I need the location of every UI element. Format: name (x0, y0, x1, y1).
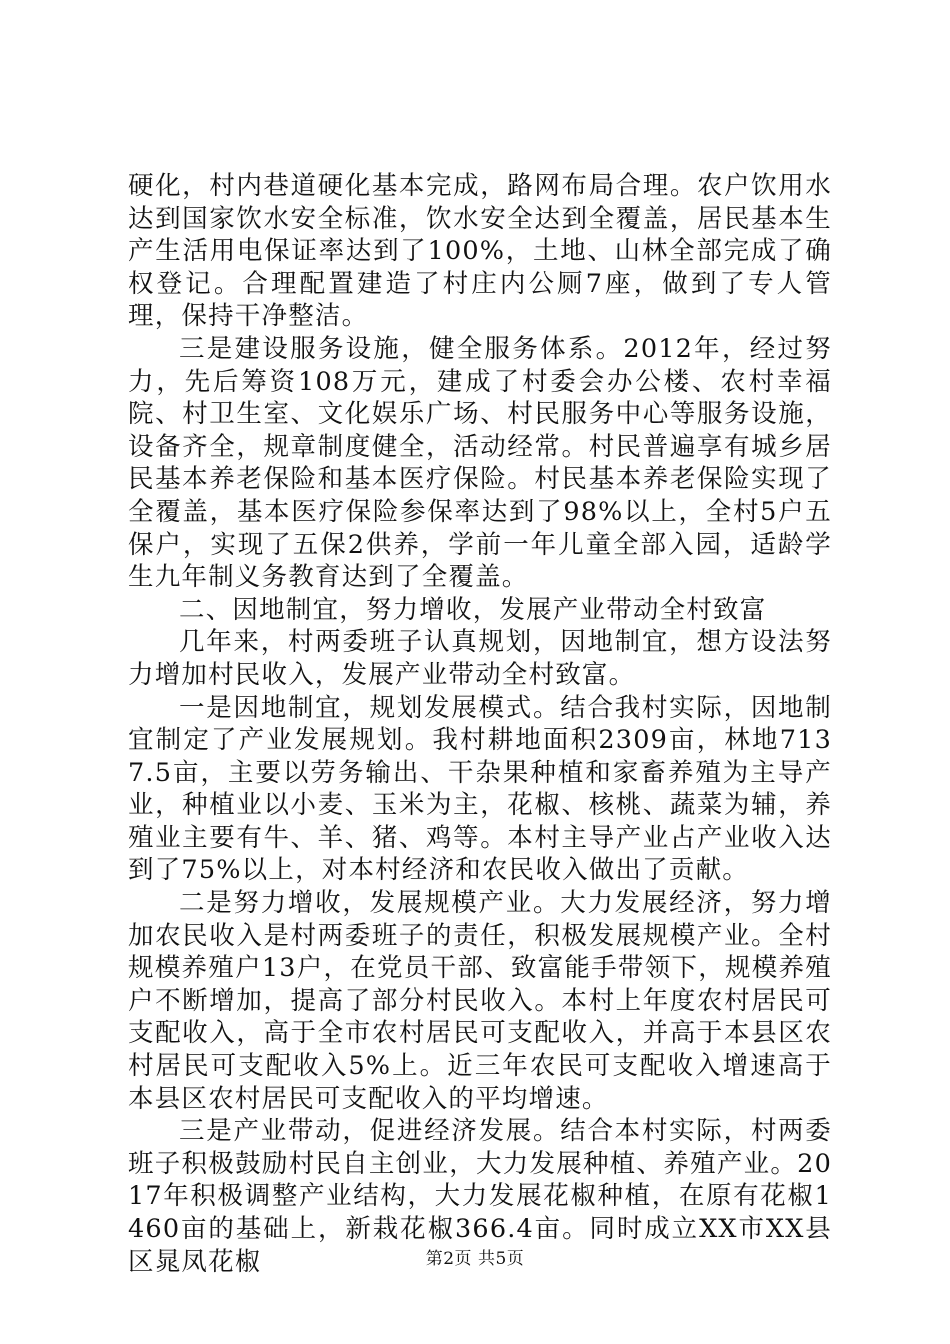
document-body (128, 170, 832, 1278)
section-heading: 二、因地制宜，努力增收，发展产业带动全村致富 (179, 594, 767, 625)
paragraph-2: 三是建设服务设施，健全服务体系。2012年，经过努力，先后筹资108万元，建成了村委会办公楼、农村幸福院、村卫生室、文化娱乐广场、村民服务中心等服务设施，设备齐全，规章制度健全，活动经常。村民普遍享有城乡居民基本养老保险和基本医疗保险。村民基本养老保险实现了全覆盖，基本医疗保险参保率达到了98%以上，全村5户五保户，实现了五保2供养，学前一年儿童全部入园，适龄学生九年制义务教育达到了全覆盖。 (128, 333, 832, 593)
page-footer: 第2页 共5页 (425, 1249, 525, 1269)
paragraph-4: 一是因地制宜，规划发展模式。结合我村实际，因地制宜制定了产业发展规划。我村耕地面积2309亩，林地7137.5亩，主要以劳务输出、干杂果种植和家畜养殖为主导产业，种植业以小麦、玉米为主，花椒、核桃、蔬菜为辅，养殖业主要有牛、羊、猪、鸡等。本村主导产业占产业收入达到了75%以上，对本村经济和农民收入做出了贡献。 (128, 692, 832, 886)
paragraph-5: 二是努力增收，发展规模产业。大力发展经济，努力增加农民收入是村两委班子的责任，积极发展规模产业。全村规模养殖户13户，在党员干部、致富能手带领下，规模养殖户不断增加，提高了部分村民收入。本村上年度农村居民可支配收入，高于全市农村居民可支配收入，并高于本县区农村居民可支配收入5%上。近三年农民可支配收入增速高于本县区农村居民可支配收入的平均增速。 (128, 888, 832, 1114)
paragraph-1: 硬化，村内巷道硬化基本完成，路网布局合理。农户饮用水达到国家饮水安全标准，饮水安全达到全覆盖，居民基本生产生活用电保证率达到了100%，土地、山林全部完成了确权登记。合理配置建造了村庄内公厕7座，做到了专人管理，保持干净整洁。 (128, 171, 832, 332)
paragraph-6: 三是产业带动，促进经济发展。结合本村实际，村两委班子积极鼓励村民自主创业，大力发展种植、养殖产业。2017年积极调整产业结构，大力发展花椒种植，在原有花椒1460亩的基础上，新栽花椒366.4亩。同时成立XX市XX县区晁凤花椒 (128, 1116, 832, 1277)
paragraph-3: 几年来，村两委班子认真规划，因地制宜，想方设法努力增加村民收入，发展产业带动全村致富。 (128, 627, 832, 690)
